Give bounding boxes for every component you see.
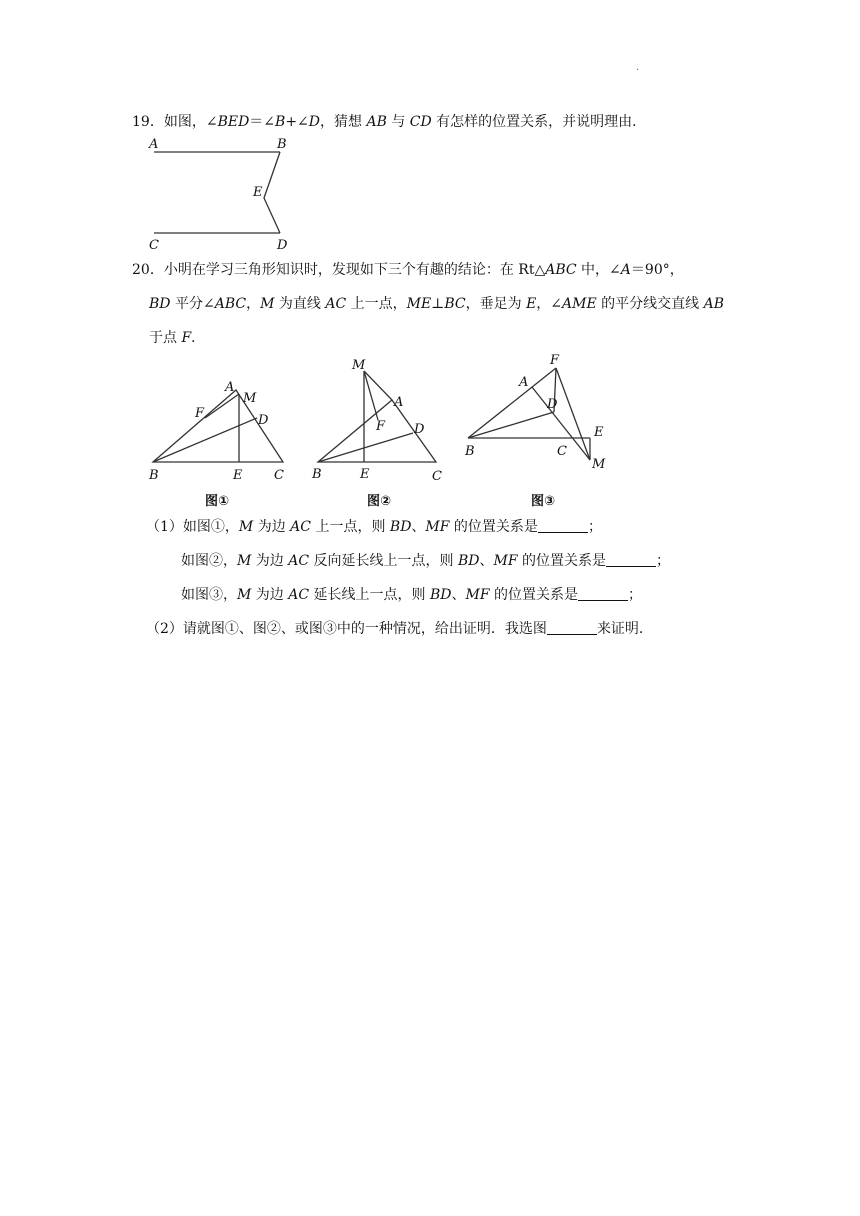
q20-var: AB <box>703 296 725 312</box>
fig3-label-f: F <box>550 353 560 368</box>
q20-var: MF <box>493 553 518 569</box>
q20-seg: 如图②， <box>181 553 237 569</box>
q20-var: BD <box>457 553 480 569</box>
fig1-label-f: F <box>195 406 205 421</box>
fig2-segment-bd <box>318 433 413 462</box>
q20-var: ABC <box>545 262 577 278</box>
q20-seg: 于点 <box>149 330 182 346</box>
figure-3-caption: 图③ <box>531 494 556 509</box>
q20-var: M <box>260 296 275 312</box>
fig3-label-e: E <box>594 425 604 440</box>
fig2-label-a: A <box>394 395 404 410</box>
fig1-label-c: C <box>274 468 284 483</box>
q20-seg: （2）请就图①、图②、或图③中的一种情况，给出证明．我选图 <box>146 621 547 637</box>
q19-number: 19． <box>132 114 164 130</box>
q20-part2-line <box>146 619 653 639</box>
fig2-label-c: C <box>432 469 442 484</box>
q20-number: 20． <box>132 262 164 278</box>
q20-seg: ＝90°， <box>630 262 684 278</box>
q20-seg: ； <box>656 553 671 569</box>
q20-part1-line-1 <box>146 517 602 537</box>
q19-var: BED <box>217 114 250 130</box>
q20-seg: ⊥ <box>431 296 445 312</box>
fig3-segment-bd <box>468 412 554 438</box>
q20-var: AC <box>325 296 347 312</box>
q20-var: AC <box>288 587 310 603</box>
fig2-label-e: E <box>360 467 370 482</box>
q20-var: ABC <box>214 296 247 312</box>
q20-var: BD <box>149 296 171 312</box>
q20-part1-line-2 <box>181 551 670 571</box>
fig3-segment-bf <box>468 368 556 438</box>
q20-seg: 为边 <box>253 519 291 535</box>
q20-seg: 延长线上一点，则 <box>309 587 430 603</box>
answer-blank-2[interactable] <box>606 552 656 567</box>
q19-text <box>132 112 646 132</box>
q19-label-c: C <box>149 238 159 253</box>
fig3-label-a: A <box>519 375 529 390</box>
q20-var: MF <box>465 587 490 603</box>
q19-seg: 与 <box>386 114 410 130</box>
figure-1 <box>145 376 295 486</box>
q20-seg: 平分∠ <box>170 296 215 312</box>
fig3-label-c: C <box>557 444 567 459</box>
q20-seg: 、 <box>411 519 426 535</box>
fig2-label-d: D <box>414 422 425 437</box>
q20-seg: 为边 <box>251 587 289 603</box>
q20-seg: 上一点， <box>346 296 407 312</box>
q20-seg: 的位置关系是 <box>517 553 607 569</box>
q20-seg: 为边 <box>251 553 289 569</box>
q20-line-3 <box>149 328 205 348</box>
q20-seg: 、 <box>451 587 466 603</box>
fig1-segment-bd <box>153 418 257 462</box>
q20-var: BD <box>389 519 412 535</box>
q19-var: D <box>308 114 321 130</box>
q20-var: AME <box>562 296 597 312</box>
fig3-label-m: M <box>592 457 606 472</box>
q20-seg: 小明在学习三角形知识时，发现如下三个有趣的结论：在 Rt△ <box>163 262 546 278</box>
fig1-label-m: M <box>243 391 257 406</box>
q20-seg: ，∠ <box>536 296 563 312</box>
q20-var: M <box>237 553 252 569</box>
answer-blank-3[interactable] <box>578 586 628 601</box>
q19-label-a: A <box>149 137 159 152</box>
answer-blank-1[interactable] <box>538 518 588 533</box>
q19-seg: 如图，∠ <box>163 114 218 130</box>
q19-segment-b-e-d <box>264 152 280 233</box>
fig1-label-a: A <box>225 380 235 395</box>
figure-2 <box>306 354 456 486</box>
q20-seg: 的位置关系是 <box>489 587 579 603</box>
fig1-label-e: E <box>233 468 243 483</box>
q19-figure <box>140 134 310 254</box>
q20-seg: 中，∠ <box>576 262 621 278</box>
q20-line-1 <box>132 260 684 280</box>
q20-var: AC <box>288 553 310 569</box>
q20-var: F <box>181 330 192 346</box>
fig1-segment-mf <box>205 394 239 418</box>
q19-seg: ，猜想 <box>320 114 367 130</box>
fig2-label-m: M <box>352 358 366 373</box>
q20-seg: 如图③， <box>181 587 237 603</box>
q20-seg: （1）如图①， <box>146 519 239 535</box>
q20-part1-line-3 <box>181 585 642 605</box>
q20-seg: 的位置关系是 <box>449 519 538 535</box>
q20-seg: 为直线 <box>274 296 326 312</box>
fig1-label-b: B <box>149 468 159 483</box>
q20-seg: 来证明． <box>596 621 653 637</box>
q20-var: BD <box>429 587 452 603</box>
q19-seg: 有怎样的位置关系，并说明理由． <box>431 114 647 130</box>
fig1-label-d: D <box>258 413 269 428</box>
q19-seg: +∠ <box>285 114 309 130</box>
q19-var: CD <box>409 114 432 130</box>
answer-blank-4[interactable] <box>547 620 597 635</box>
q20-var: M <box>238 519 254 535</box>
q20-seg: ； <box>587 519 602 535</box>
fig3-label-d: D <box>547 397 558 412</box>
q20-var: A <box>620 262 631 278</box>
q20-seg: ，垂足为 <box>465 296 527 312</box>
q19-var: B <box>275 114 286 130</box>
figure-2-caption: 图② <box>367 494 392 509</box>
q20-seg: ． <box>191 330 206 346</box>
q19-label-b: B <box>277 137 287 152</box>
q19-label-e: E <box>253 185 263 200</box>
q20-seg: 的平分线交直线 <box>596 296 704 312</box>
fig2-label-f: F <box>376 419 386 434</box>
q20-var: ME <box>406 296 432 312</box>
q20-seg: 、 <box>479 553 494 569</box>
q20-var: AC <box>290 519 311 535</box>
fig3-label-b: B <box>465 444 475 459</box>
fig2-label-b: B <box>312 467 322 482</box>
q20-seg: ， <box>246 296 261 312</box>
q20-seg: 反向延长线上一点，则 <box>309 553 458 569</box>
q20-seg: ； <box>628 587 643 603</box>
q20-var: M <box>237 587 252 603</box>
q20-seg: 上一点，则 <box>311 519 390 535</box>
q19-var: AB <box>366 114 387 130</box>
q19-label-d: D <box>277 238 288 253</box>
q20-var: E <box>526 296 537 312</box>
q20-var: BC <box>444 296 466 312</box>
figure-3 <box>462 346 622 478</box>
q20-line-2 <box>149 294 724 314</box>
q20-var: MF <box>425 519 450 535</box>
figure-1-caption: 图① <box>205 494 230 509</box>
header-mark: . <box>636 62 640 73</box>
q19-seg: ＝∠ <box>249 114 276 130</box>
